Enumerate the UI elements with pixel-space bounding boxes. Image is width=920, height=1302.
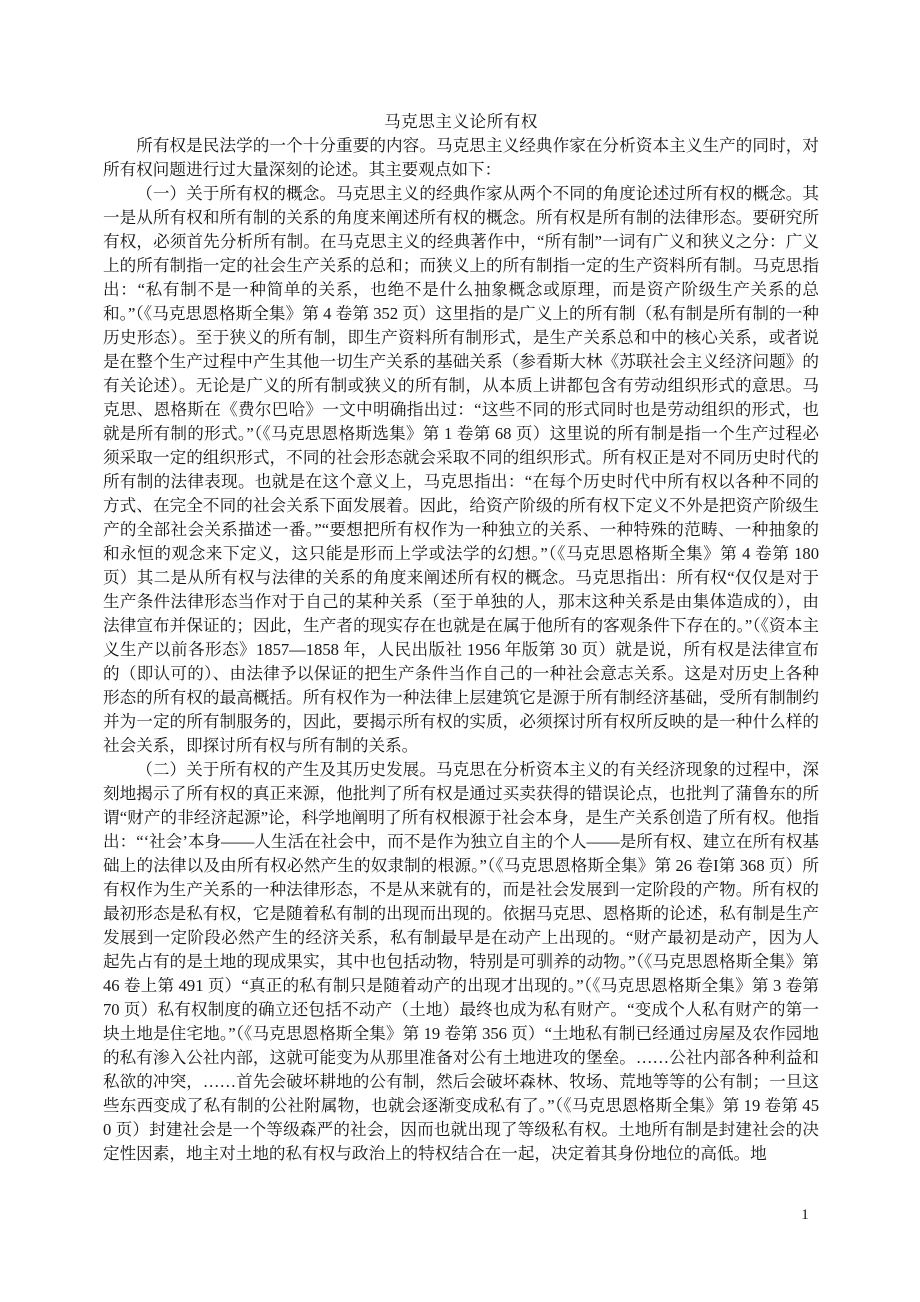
paragraph-section-1: （一）关于所有权的概念。马克思主义的经典作家从两个不同的角度论述过所有权的概念。其一是从所有权和所有制的关系的角度来阐述所有权的概念。所有权是所有制的法律形态。要研究所有权，必须首先分析所有制。在马克思主义的经典著作中，“所有制”一词有广义和狭义之分：广义上的所有制指一定的社会生产关系的总和；而狭义上的所有制指一定的生产资料所有制。马克思指出：“私有制不是一种简单的关系，也绝不是什么抽象概念或原理，而是资产阶级生产关系的总和。”（《马克思恩格斯全集》第 4 卷第 352 页）这里指的是广义上的所有制（私有制是所有制的一种历史形态）。至于狭义的所有制，即生产资料所有制形式，是生产关系总和中的核心关系，或者说是在整个生产过程中产生其他一切生产关系的基础关系（参看斯大林《苏联社会主义经济问题》的有关论述）。无论是广义的所有制或狭义的所有制，从本质上讲都包含有劳动组织形式的意思。马克思、恩格斯在《费尔巴哈》一文中明确指出过：“这些不同的形式同时也是劳动组织的形式，也就是所有制的形式。”（《马克思恩格斯选集》第 1 卷第 68 页）这里说的所有制是指一个生产过程必须采取一定的组织形式，不同的社会形态就会采取不同的组织形式。所有权正是对不同历史时代的所有制的法律表现。也就是在这个意义上，马克思指出：“在每个历史时代中所有权以各种不同的方式、在完全不同的社会关系下面发展着。因此，给资产阶级的所有权下定义不外是把资产阶级生产的全部社会关系描述一番。”“要想把所有权作为一种独立的关系、一种特殊的范畴、一种抽象的和永恒的观念来下定义，这只能是形而上学或法学的幻想。”（《马克思恩格斯全集》第 4 卷第 180 页）其二是从所有权与法律的关系的角度来阐述所有权的概念。马克思指出：所有权“仅仅是对于生产条件法律形态当作对于自己的某种关系（至于单独的人，那末这种关系是由集体造成的），由法律宣布并保证的；因此，生产者的现实存在也就是在属于他所有的客观条件下存在的。”（《资本主义生产以前各形态》1857—1858 年，人民出版社 1956 年版第 30 页）就是说，所有权是法律宣布的（即认可的）、由法律予以保证的把生产条件当作自己的一种社会意志关系。这是对历史上各种形态的所有权的最高概括。所有权作为一种法律上层建筑它是源于所有制经济基础，受所有制制约并为一定的所有制服务的，因此，要揭示所有权的实质，必须探讨所有权所反映的是一种什么样的社会关系，即探讨所有权与所有制的关系。 bbox=[103, 184, 819, 755]
page-number: 1 bbox=[801, 1207, 809, 1223]
paragraph-intro: 所有权是民法学的一个十分重要的内容。马克思主义经典作家在分析资本主义生产的同时，对所有权问题进行过大量深刻的论述。其主要观点如下： bbox=[103, 136, 819, 179]
page-title: 马克思主义论所有权 bbox=[384, 112, 538, 131]
document-content bbox=[103, 110, 819, 1166]
paragraph-section-2: （二）关于所有权的产生及其历史发展。马克思在分析资本主义的有关经济现象的过程中，深刻地揭示了所有权的真正来源，他批判了所有权是通过买卖获得的错误论点，也批判了蒲鲁东的所谓“财产的非经济起源”论，科学地阐明了所有权根源于社会本身，是生产关系创造了所有权。他指出：“‘社会’本身——人生活在社会中，而不是作为独立自主的个人——是所有权、建立在所有权基础上的法律以及由所有权必然产生的奴隶制的根源。”（《马克思恩格斯全集》第 26 卷I第 368 页）所有权作为生产关系的一种法律形态，不是从来就有的，而是社会发展到一定阶段的产物。所有权的最初形态是私有权，它是随着私有制的出现而出现的。依据马克思、恩格斯的论述，私有制是生产发展到一定阶段必然产生的经济关系，私有制最早是在动产上出现的。“财产最初是动产，因为人起先占有的是土地的现成果实，其中也包括动物，特别是可驯养的动物。”（《马克思恩格斯全集》第 46 卷上第 491 页）“真正的私有制只是随着动产的出现才出现的。”（《马克思恩格斯全集》第 3 卷第 70 页）私有权制度的确立还包括不动产（土地）最终也成为私有财产。“变成个人私有财产的第一块土地是住宅地。”（《马克思恩格斯全集》第 19 卷第 356 页）“土地私有制已经通过房屋及农作园地的私有渗入公社内部，这就可能变为从那里准备对公有土地进攻的堡垒。……公社内部各种利益和私欲的冲突，……首先会破坏耕地的公有制，然后会破坏森林、牧场、荒地等等的公有制；一旦这些东西变成了私有制的公社附属物，也就会逐渐变成私有了。”（《马克思恩格斯全集》第 19 卷第 450 页）封建社会是一个等级森严的社会，因而也就出现了等级私有权。土地所有制是封建社会的决定性因素，地主对土地的私有权与政治上的特权结合在一起，决定着其身份地位的高低。地 bbox=[103, 760, 819, 1163]
